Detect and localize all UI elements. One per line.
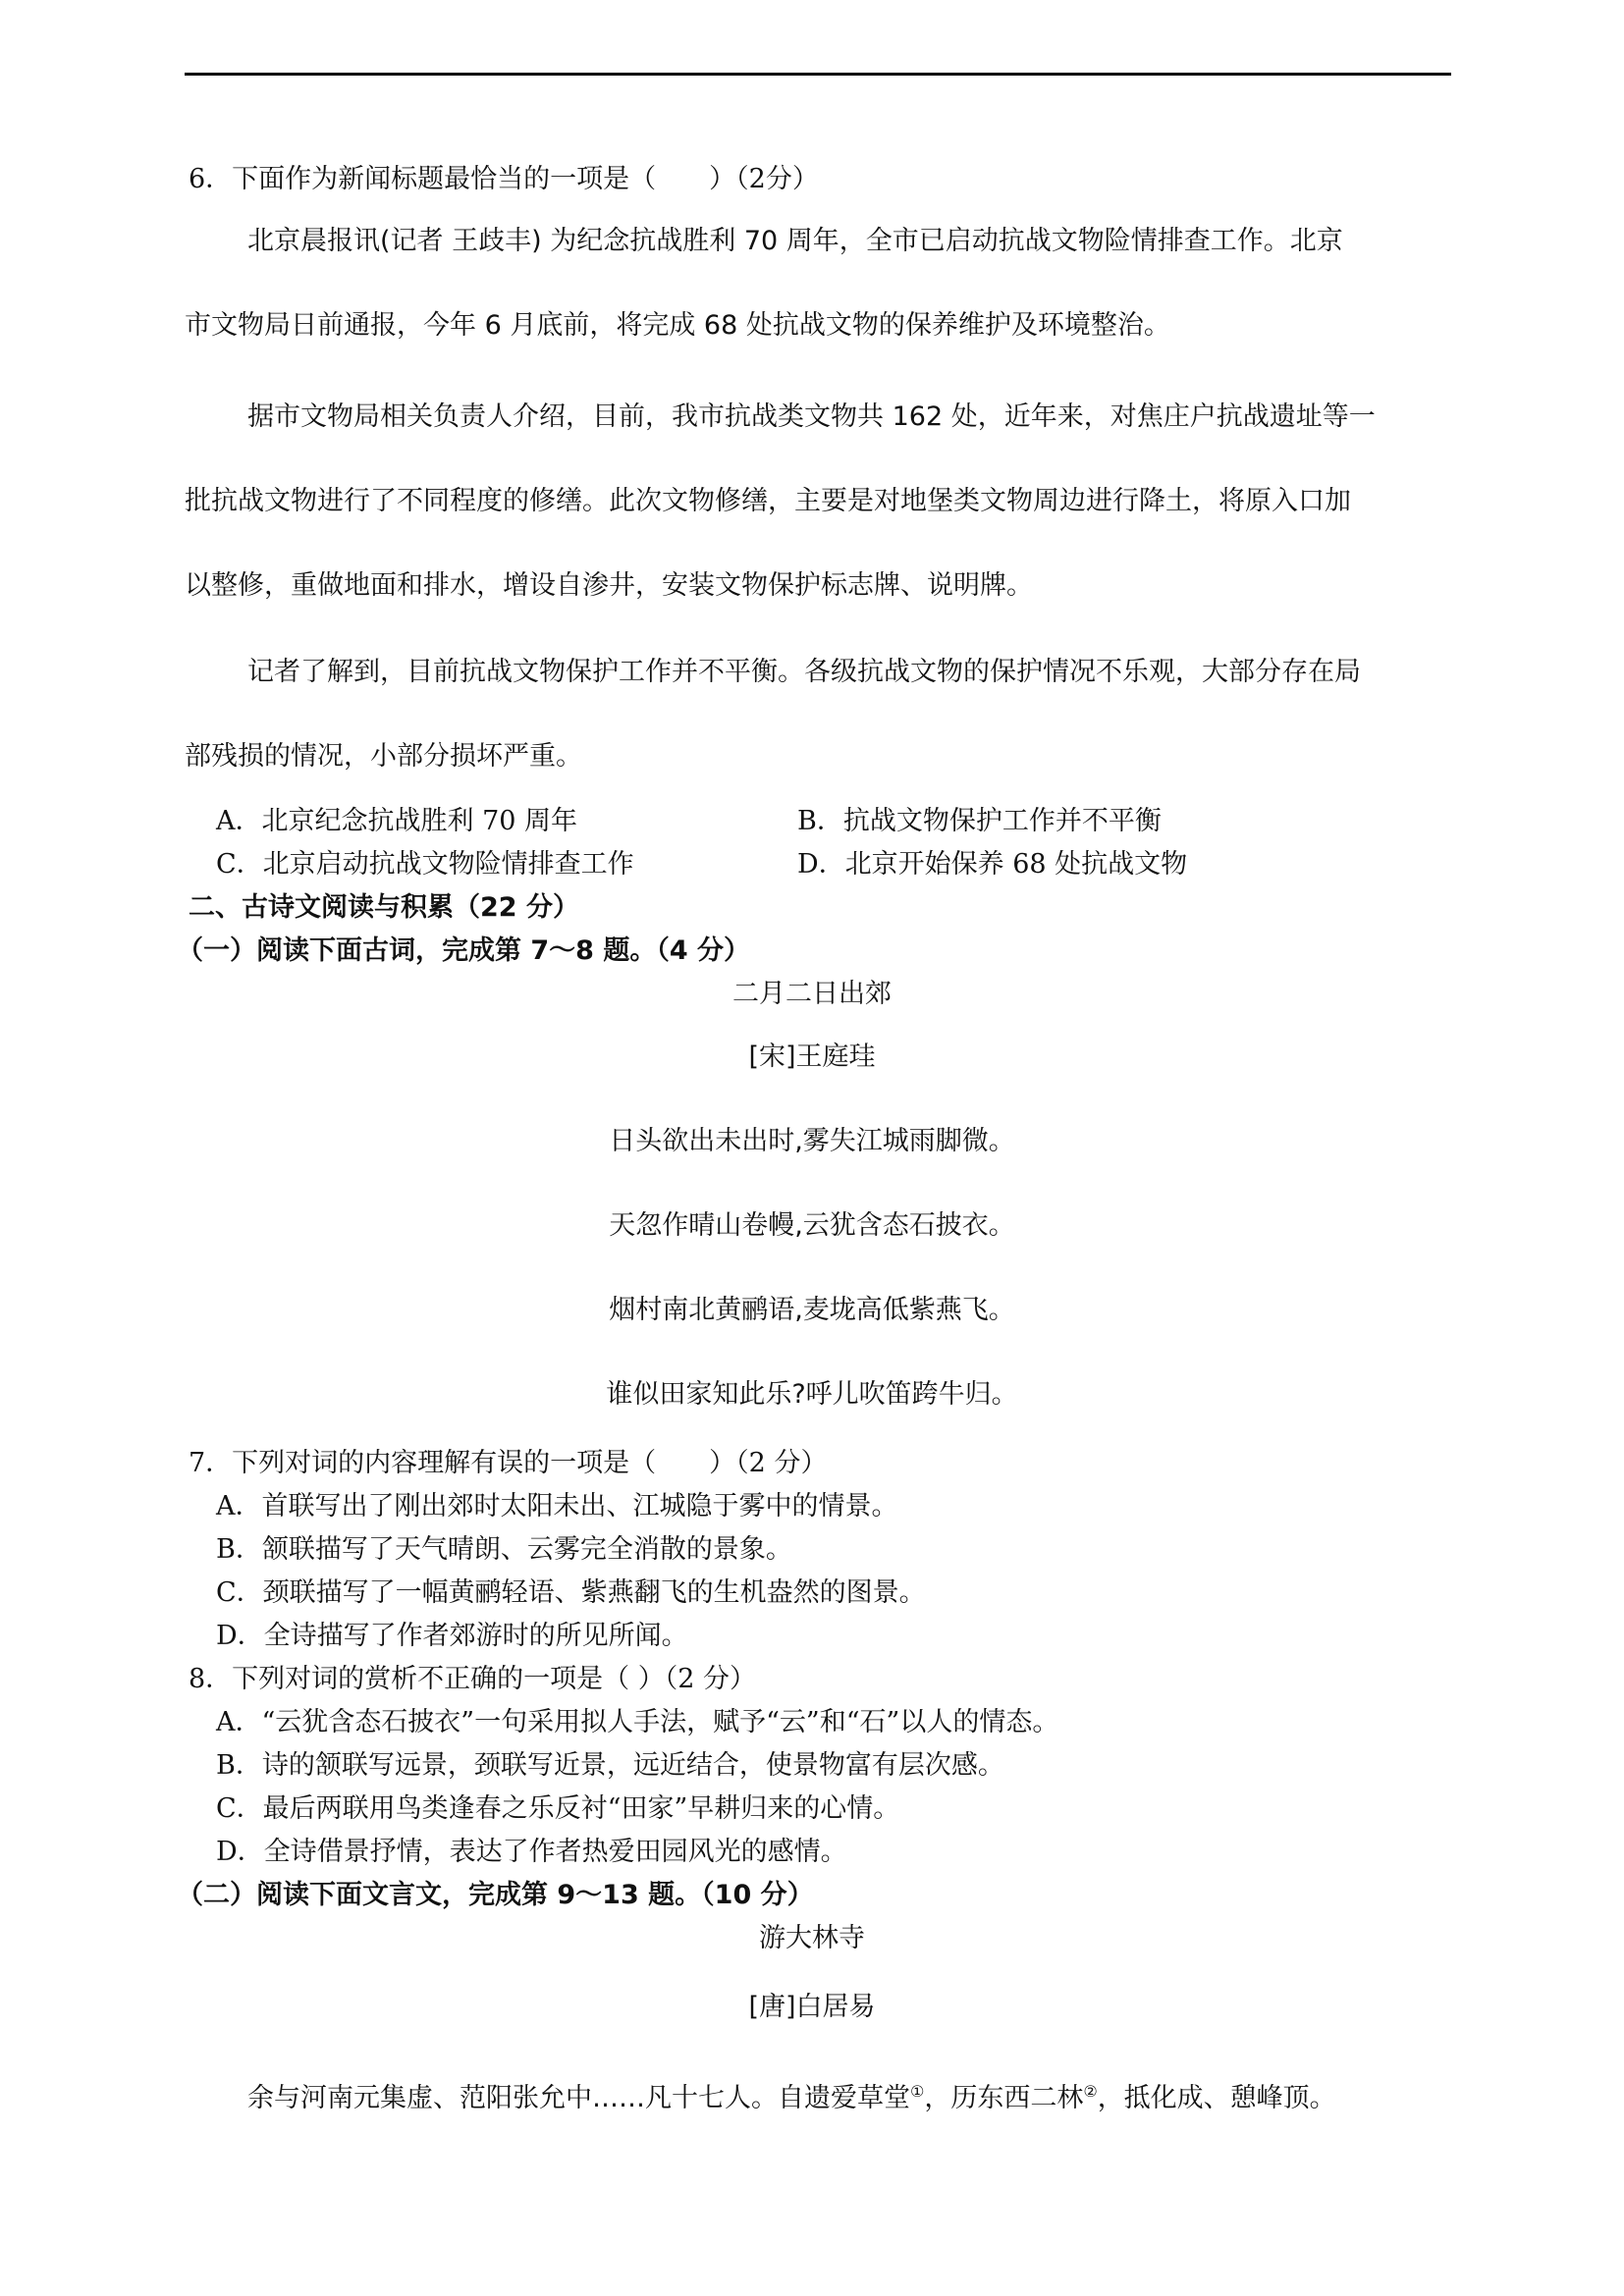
news-p3-line1: 记者了解到，目前抗战文物保护工作并不平衡。各级抗战文物的保护情况不乐观，大部分存在局 [247,657,1361,687]
news-p2-line1: 据市文物局相关负责人介绍，目前，我市抗战类文物共 162 处，近年来，对焦庄户抗战遗址等一 [247,401,1376,432]
prose-line-1 [247,2075,1336,2115]
q8-option-d: D．全诗借景抒情，表达了作者热爱田园风光的感情。 [216,1837,847,1867]
q6-option-b: B．抗战文物保护工作并不平衡 [797,806,1162,836]
prose-text-b: ，历东西二林 [924,2083,1084,2113]
q6-option-d: D．北京开始保养 68 处抗战文物 [797,849,1188,880]
q8-option-b: B．诗的颔联写远景，颈联写近景，远近结合，使景物富有层次感。 [216,1750,1004,1781]
q7-option-b: B．颔联描写了天气晴朗、云雾完全消散的景象。 [216,1534,792,1565]
section2-heading: 二、古诗文阅读与积累（22 分） [189,892,579,923]
poem-author: [宋]王庭珪 [748,1041,876,1072]
q7-option-d: D．全诗描写了作者郊游时的所见所闻。 [216,1621,688,1651]
poem-line-3: 烟村南北黄鹂语,麦垅高低紫燕飞。 [609,1295,1015,1325]
q6-option-a: A．北京纪念抗战胜利 70 周年 [216,806,578,836]
q8-stem: 8．下列对词的赏析不正确的一项是（ ）（2 分） [189,1664,757,1694]
q7-option-c: C．颈联描写了一幅黄鹂轻语、紫燕翻飞的生机盎然的图景。 [216,1577,926,1608]
prose-text-a: 余与河南元集虚、范阳张允中……凡十七人。自遗爱草堂 [247,2083,910,2113]
q7-stem: 7．下列对词的内容理解有误的一项是（ ）（2 分） [189,1448,828,1478]
footnote-marker-2: ② [1083,2082,1098,2101]
q7-option-a: A．首联写出了刚出郊时太阳未出、江城隐于雾中的情景。 [216,1491,898,1522]
prose-author: [唐]白居易 [748,1992,876,2022]
footnote-marker-1: ① [910,2082,925,2101]
part2-heading: （二）阅读下面文言文，完成第 9～13 题。（10 分） [177,1880,814,1910]
poem-line-2: 天忽作晴山卷幔,云犹含态石披衣。 [609,1210,1015,1241]
poem-line-1: 日头欲出未出时,雾失江城雨脚微。 [609,1126,1015,1156]
prose-title: 游大林寺 [759,1923,865,1953]
news-p2-line3: 以整修，重做地面和排水，增设自渗井，安装文物保护标志牌、说明牌。 [185,570,1033,601]
header-rule [185,73,1451,76]
news-p1-line1: 北京晨报讯(记者 王歧丰) 为纪念抗战胜利 70 周年，全市已启动抗战文物险情排查工作。北京 [247,226,1343,256]
prose-text-c: ，抵化成、憩峰顶。 [1097,2083,1336,2113]
q6-option-c: C．北京启动抗战文物险情排查工作 [216,849,634,880]
news-p2-line2: 批抗战文物进行了不同程度的修缮。此次文物修缮，主要是对地堡类文物周边进行降土，将原入口加 [185,486,1351,516]
poem-line-4: 谁似田家知此乐?呼儿吹笛跨牛归。 [606,1379,1018,1410]
part1-heading: （一）阅读下面古词，完成第 7～8 题。（4 分） [177,935,751,966]
news-p3-line2: 部残损的情况，小部分损坏严重。 [185,741,582,772]
q8-option-c: C．最后两联用鸟类逢春之乐反衬“田家”早耕归来的心情。 [216,1793,900,1824]
q8-option-a: A．“云犹含态石披衣”一句采用拟人手法，赋予“云”和“石”以人的情态。 [216,1707,1059,1737]
poem-title: 二月二日出郊 [732,979,892,1009]
news-p1-line2: 市文物局日前通报，今年 6 月底前，将完成 68 处抗战文物的保养维护及环境整治。 [185,310,1170,341]
q6-stem: 6．下面作为新闻标题最恰当的一项是（ ）（2分） [189,164,819,194]
